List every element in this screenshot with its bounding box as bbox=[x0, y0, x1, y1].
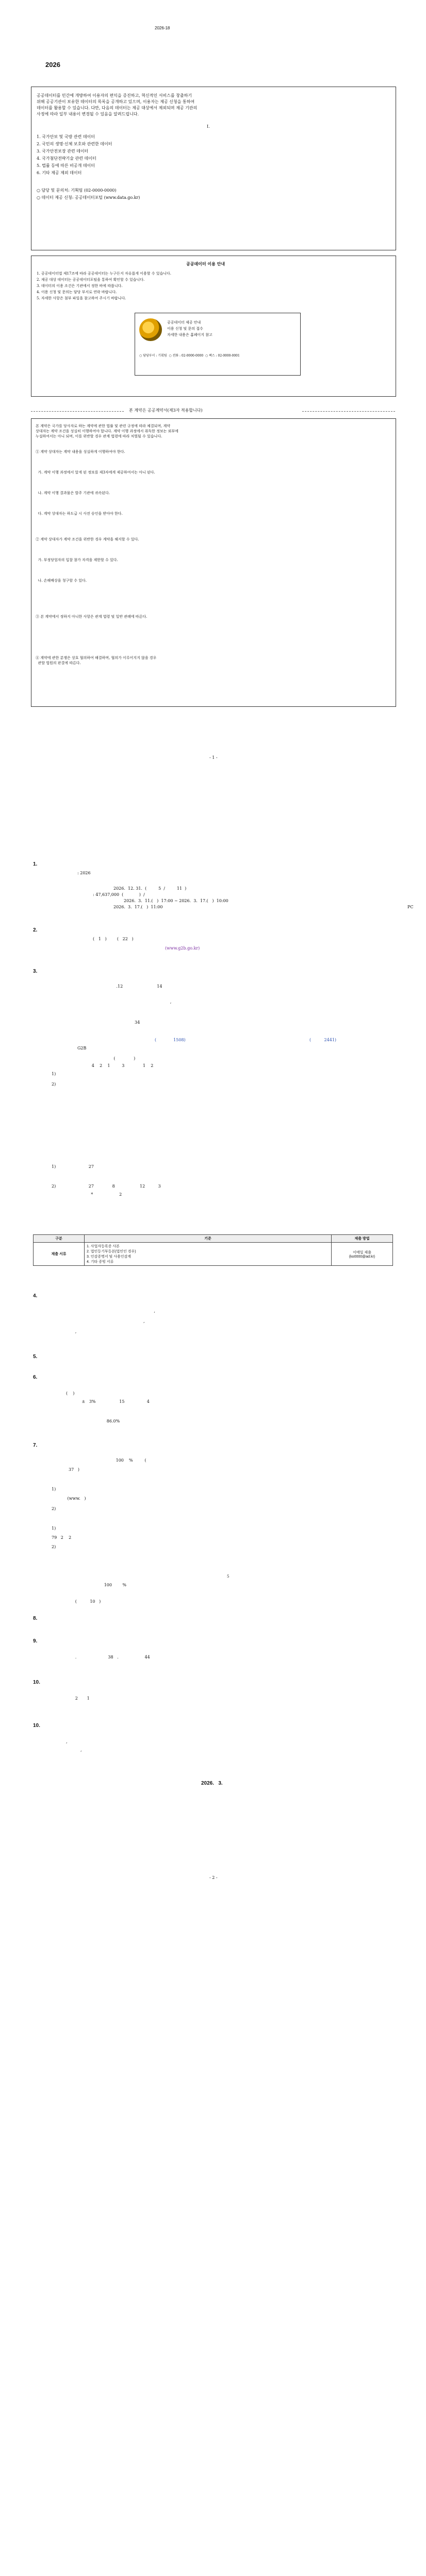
intro-paragraph-3: 데이터를 활용할 수 있습니다. 다만, 다음의 데이터는 제공 대상에서 제외되며 제공 기관의 bbox=[37, 106, 198, 110]
notice-line: 2. 제공 대상 데이터는 공공데이터포털을 통하여 확인할 수 있습니다. bbox=[37, 278, 145, 282]
privacy-box bbox=[31, 418, 396, 707]
table-cell: 제출 서류 bbox=[34, 1243, 85, 1266]
section-10-line: 2 1 bbox=[52, 1696, 90, 1701]
section-6-line: ± 3% 15 4 bbox=[52, 1399, 150, 1404]
section-7-number: 7. bbox=[33, 1443, 38, 1448]
section-2-link[interactable]: (www.g2b.go.kr) bbox=[165, 946, 200, 951]
section-1-number: 1. bbox=[33, 861, 38, 867]
section-3-line: ( ) bbox=[103, 1056, 136, 1061]
section-6-number: 5. bbox=[33, 1354, 38, 1360]
section-3-line: , bbox=[103, 999, 172, 1004]
stamp-line: 이용 신청 및 문의 접수 bbox=[167, 327, 203, 331]
table-item: 3. 인감증명서 및 사용인감계 bbox=[87, 1255, 132, 1259]
intro-paragraph-4: 사정에 따라 일부 내용이 변경될 수 있음을 알려드립니다. bbox=[37, 112, 139, 116]
section-3-marker: 2) bbox=[52, 1082, 56, 1087]
section-2-line: ( 1 ) ( 22 ) bbox=[93, 937, 134, 941]
privacy-line: 다. 계약 상대자는 하도급 시 사전 승인을 받아야 한다. bbox=[36, 512, 123, 516]
section-1-year: : 2026 bbox=[77, 871, 91, 875]
privacy-line: ③ 본 계약에서 정하지 아니한 사항은 관계 법령 및 일반 관례에 따른다. bbox=[36, 615, 148, 619]
stamp-box bbox=[135, 313, 301, 376]
intro-item: 2. 국민의 생명·신체 보호와 관련한 데이터 bbox=[37, 142, 112, 146]
section-2-number: 2. bbox=[33, 927, 38, 933]
privacy-line: ② 계약 상대자가 계약 조건을 위반한 경우 계약을 해지할 수 있다. bbox=[36, 537, 139, 541]
section-8-line: ( 10 ) bbox=[52, 1599, 101, 1604]
table-item: 2. 법인등기부등본(법인인 경우) bbox=[87, 1250, 136, 1253]
section-1-amount: : 47,637,000 ( ) / bbox=[93, 892, 145, 897]
footer-date: 2026. 3. bbox=[201, 1781, 223, 1786]
privacy-line: 나. 계약 이행 결과물은 발주 기관에 귀속된다. bbox=[36, 491, 110, 495]
table-cell: 이메일 제출 (ko0000@ad.kr) bbox=[332, 1243, 393, 1266]
notice-line: 4. 이용 신청 및 문의는 담당 부서로 연락 바랍니다. bbox=[37, 290, 117, 294]
notice-line: 3. 데이터의 이용 조건은 기관에서 정한 바에 따릅니다. bbox=[37, 284, 123, 288]
section-7-line: 2) bbox=[52, 1545, 56, 1549]
section-3-line: 34 bbox=[103, 1020, 140, 1025]
section-4-line: * 2 bbox=[52, 1192, 122, 1197]
table-header: 제출 방법 bbox=[332, 1235, 393, 1243]
section-8-number: 8. bbox=[33, 1616, 38, 1621]
section-8-line: 100 % bbox=[52, 1583, 126, 1587]
intro-box bbox=[31, 87, 396, 250]
section-3-number: 3. bbox=[33, 969, 38, 974]
section-1-date-3: 2026. 3. 17.( ) 11:00 bbox=[113, 905, 163, 909]
section-7-line: 1) bbox=[52, 1526, 56, 1531]
section-5-number: 4. bbox=[33, 1293, 38, 1299]
section-1-date-2: 2026. 3. 11.( ) 17:00 ~ 2026. 3. 17.( ) 10:00 bbox=[124, 899, 228, 903]
stamp-line: 공공데이터 제공 안내 bbox=[167, 320, 201, 325]
privacy-line: 가. 부정당업자의 입찰 참가 자격을 제한할 수 있다. bbox=[36, 558, 118, 562]
privacy-line: 누설하여서는 아니 되며, 이를 위반할 경우 관계 법령에 따라 처벌될 수 있습니다. bbox=[36, 434, 162, 438]
stamp-line: 자세한 내용은 홈페이지 참고 bbox=[167, 333, 212, 337]
emblem-icon bbox=[139, 318, 162, 341]
notice-line: 5. 자세한 사항은 첨부 파일을 참고하여 주시기 바랍니다. bbox=[37, 296, 126, 300]
privacy-line: 가. 계약 이행 과정에서 알게 된 정보를 제3자에게 제공하여서는 아니 된다. bbox=[36, 470, 155, 474]
notice-line: 1. 공공데이터법 제17조에 따라 공공데이터는 누구든지 자유롭게 이용할 수 있습니다. bbox=[37, 272, 171, 276]
section-7-line: 37 ) bbox=[52, 1467, 79, 1472]
table-item: 1. 사업자등록증 사본 bbox=[87, 1245, 120, 1248]
section-6b-number: 6. bbox=[33, 1375, 38, 1380]
section-11-line: , bbox=[52, 1739, 68, 1744]
table-header: 구분 bbox=[34, 1235, 85, 1243]
section-3-link-2[interactable]: ( 2441) bbox=[309, 1038, 337, 1042]
intro-item: 5. 법률 등에 따른 비공개 데이터 bbox=[37, 163, 95, 168]
section-4-line: 1) 27 bbox=[52, 1164, 94, 1169]
table-item: 4. 기타 증빙 서류 bbox=[87, 1260, 114, 1264]
page-number: - 2 - bbox=[209, 1875, 218, 1880]
section-1-pc: PC bbox=[407, 905, 414, 909]
section-8-small: 5 bbox=[227, 1574, 230, 1579]
table-cell bbox=[85, 1243, 332, 1266]
divider-title: 본 계약은 공공계약서(제3자 적용합니다) bbox=[129, 408, 203, 413]
intro-item: 4. 국가첨단전략기술 관련 데이터 bbox=[37, 156, 96, 161]
intro-item: 1. 국가안보 및 국방 관련 데이터 bbox=[37, 134, 95, 139]
table-row bbox=[34, 1243, 393, 1266]
section-3-line: .12 14 bbox=[103, 984, 162, 989]
intro-item: 3. 국가안전보장 관련 데이터 bbox=[37, 149, 89, 154]
section-3-g2b: G2B bbox=[77, 1046, 87, 1050]
intro-contact: ○ 담당 및 문의처: 기획팀 (02-0000-0000) bbox=[37, 188, 117, 193]
section-7-line: 1) bbox=[52, 1487, 56, 1492]
notice-title: 공공데이터 이용 안내 bbox=[186, 261, 225, 266]
privacy-line: ① 계약 상대자는 계약 내용을 성실하게 이행하여야 한다. bbox=[36, 450, 125, 454]
intro-paragraph-2: 위해 공공기관이 보유한 데이터의 목록을 공개하고 있으며, 이용자는 제공 신청을 통하여 bbox=[37, 99, 195, 104]
section-3-link-1[interactable]: ( 1508) bbox=[155, 1038, 186, 1042]
notice-box bbox=[31, 256, 396, 397]
requirements-table bbox=[33, 1234, 393, 1266]
privacy-line: 본 계약은 국가를 당사자로 하는 계약에 관한 법률 및 관련 규정에 따라 체결되며, 계약 bbox=[36, 424, 171, 428]
section-11-number: 10. bbox=[33, 1723, 40, 1728]
intro-roman: Ⅰ. bbox=[207, 124, 210, 129]
section-3-marker: 1) bbox=[52, 1072, 56, 1076]
privacy-line: 나. 손해배상을 청구할 수 있다. bbox=[36, 579, 87, 583]
section-9-line: . 38 . 44 bbox=[52, 1655, 150, 1659]
section-3-line: 4 2 1 3 1 2 bbox=[83, 1063, 154, 1068]
privacy-line: 관할 법원의 판결에 따른다. bbox=[36, 661, 81, 665]
section-7-line: (www. ) bbox=[52, 1496, 86, 1501]
page-title: 2026 bbox=[45, 61, 60, 69]
section-5-line: , bbox=[52, 1309, 155, 1313]
section-4-line: 2) 27 8 12 3 bbox=[52, 1184, 161, 1189]
section-10-number: 10. bbox=[33, 1680, 40, 1685]
doc-number: 2026-18 bbox=[155, 26, 170, 30]
stamp-footer: ○ 담당부서 : 기획팀 ○ 전화 : 02-0000-0000 ○ 팩스 : 02-0000-0001 bbox=[139, 354, 240, 358]
section-7-line: 79 2 2 bbox=[52, 1535, 72, 1540]
section-7-line: 2) bbox=[52, 1506, 56, 1511]
section-7-line: 100 % ( bbox=[52, 1458, 146, 1463]
privacy-line: ④ 계약에 관한 분쟁은 상호 협의하여 해결하며, 협의가 이루어지지 않을 경우 bbox=[36, 656, 157, 660]
section-6-line: ( ) bbox=[52, 1391, 75, 1396]
section-5-line: , bbox=[52, 1319, 145, 1324]
section-11-line: , bbox=[52, 1748, 82, 1752]
intro-contact: ○ 데이터 제공 신청: 공공데이터포털 (www.data.go.kr) bbox=[37, 195, 140, 200]
section-5-line: , bbox=[52, 1329, 77, 1334]
table-header: 기준 bbox=[85, 1235, 332, 1243]
section-1-date-1: 2026. 12. 31. ( 5 / 11 ) bbox=[113, 886, 187, 891]
section-6-line: 86.0% bbox=[52, 1419, 120, 1423]
intro-item: 6. 기타 제공 제외 데이터 bbox=[37, 171, 82, 175]
privacy-line: 상대자는 계약 조건을 성실히 이행하여야 합니다. 계약 이행 과정에서 취득한 정보는 외부에 bbox=[36, 429, 178, 433]
page-number: - 1 - bbox=[209, 755, 218, 760]
intro-paragraph-1: 공공데이터를 민간에 개방하여 이용자의 편익을 증진하고, 혁신적인 서비스를 창출하기 bbox=[37, 93, 192, 98]
section-9-number: 9. bbox=[33, 1638, 38, 1644]
